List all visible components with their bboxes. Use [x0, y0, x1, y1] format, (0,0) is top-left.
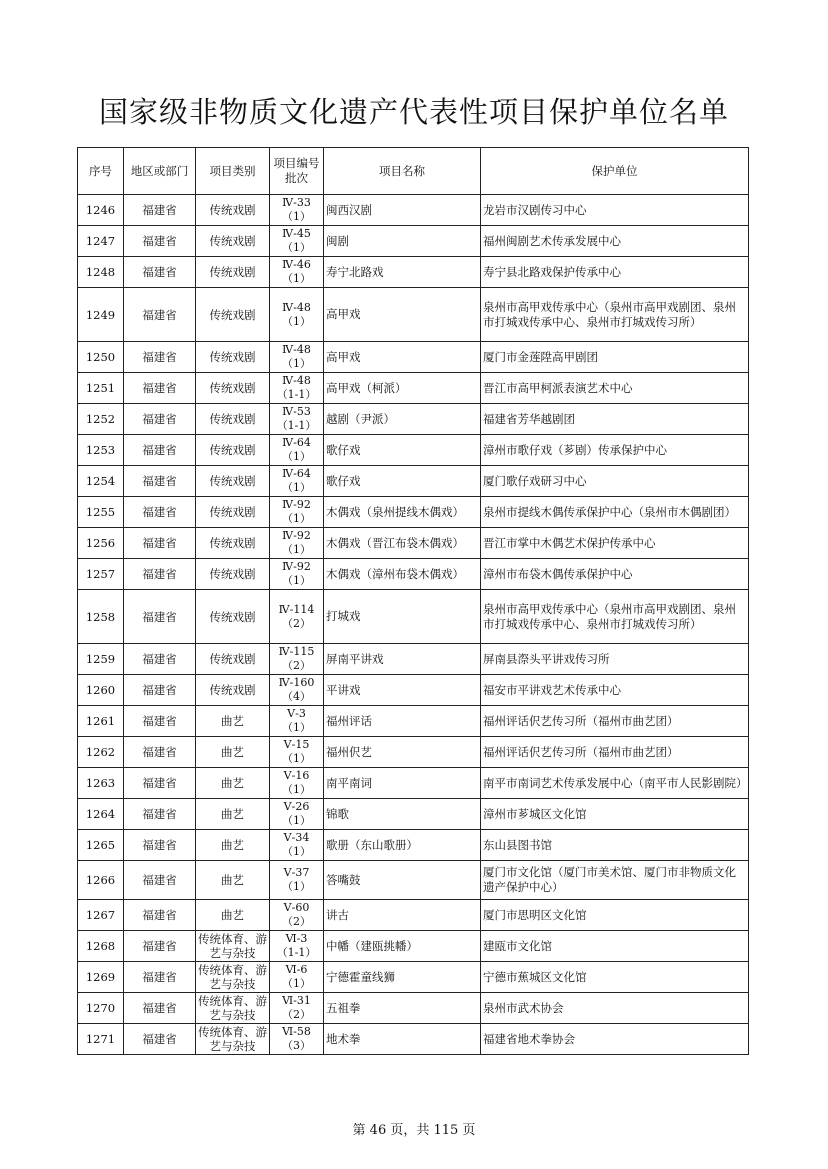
page-footer: 第 46 页，共 115 页 [352, 1123, 476, 1138]
cell-seq: 1263 [78, 768, 124, 799]
cell-name: 南平南词 [324, 768, 481, 799]
page-title: 国家级非物质文化遗产代表性项目保护单位名单 [98, 95, 729, 129]
cell-code [270, 737, 324, 768]
cell-category: 传统体育、游艺与杂技 [196, 1024, 270, 1055]
table-row [78, 706, 749, 737]
cell-code [270, 962, 324, 993]
cell-seq: 1249 [78, 288, 124, 342]
table-row [78, 768, 749, 799]
table-row [78, 1024, 749, 1055]
item-code: Ⅳ-160 [278, 676, 315, 689]
item-batch: （1） [282, 880, 311, 893]
cell-seq: 1264 [78, 799, 124, 830]
cell-category: 传统戏剧 [196, 590, 270, 644]
table-row [78, 931, 749, 962]
cell-region: 福建省 [124, 900, 196, 931]
cell-unit: 福建省芳华越剧团 [481, 404, 749, 435]
cell-name: 讲古 [324, 900, 481, 931]
cell-category: 曲艺 [196, 900, 270, 931]
table-row [78, 342, 749, 373]
item-batch: （1） [282, 210, 311, 223]
item-batch: （1） [282, 450, 311, 463]
cell-name: 歌册（东山歌册） [324, 830, 481, 861]
cell-seq: 1266 [78, 861, 124, 900]
cell-unit: 厦门歌仔戏研习中心 [481, 466, 749, 497]
cell-region: 福建省 [124, 931, 196, 962]
item-code: Ⅵ-58 [282, 1025, 311, 1038]
table-row [78, 528, 749, 559]
cell-region: 福建省 [124, 675, 196, 706]
cell-region: 福建省 [124, 195, 196, 226]
item-batch: （1） [282, 977, 311, 990]
header-code: 项目编号批次 [270, 148, 324, 195]
cell-category: 传统戏剧 [196, 288, 270, 342]
cell-region: 福建省 [124, 404, 196, 435]
cell-unit: 泉州市高甲戏传承中心（泉州市高甲戏剧团、泉州市打城戏传承中心、泉州市打城戏传习所） [481, 288, 749, 342]
cell-seq: 1255 [78, 497, 124, 528]
cell-category: 曲艺 [196, 861, 270, 900]
cell-category: 传统戏剧 [196, 257, 270, 288]
item-code: Ⅳ-114 [278, 602, 315, 616]
cell-category: 传统戏剧 [196, 373, 270, 404]
cell-region: 福建省 [124, 590, 196, 644]
cell-region: 福建省 [124, 830, 196, 861]
cell-seq: 1271 [78, 1024, 124, 1055]
cell-region: 福建省 [124, 257, 196, 288]
item-code: Ⅳ-92 [282, 560, 311, 573]
cell-region: 福建省 [124, 768, 196, 799]
cell-name: 木偶戏（泉州提线木偶戏） [324, 497, 481, 528]
cell-name: 木偶戏（漳州布袋木偶戏） [324, 559, 481, 590]
cell-seq: 1256 [78, 528, 124, 559]
cell-name: 高甲戏 [324, 342, 481, 373]
table-row [78, 830, 749, 861]
table-row [78, 466, 749, 497]
cell-seq: 1252 [78, 404, 124, 435]
cell-name: 歌仔戏 [324, 435, 481, 466]
item-code: Ⅳ-92 [282, 498, 311, 511]
cell-seq: 1253 [78, 435, 124, 466]
cell-name: 福州评话 [324, 706, 481, 737]
table-row [78, 993, 749, 1024]
item-code: Ⅴ-16 [283, 769, 310, 782]
cell-code [270, 830, 324, 861]
cell-seq: 1250 [78, 342, 124, 373]
item-code: Ⅳ-45 [282, 227, 311, 240]
cell-region: 福建省 [124, 993, 196, 1024]
table-row [78, 675, 749, 706]
item-batch: （2） [282, 659, 311, 672]
item-code: Ⅴ-3 [287, 707, 306, 720]
item-batch: （3） [282, 1039, 311, 1052]
item-code: Ⅳ-64 [282, 467, 311, 480]
table-body [78, 195, 749, 1055]
cell-seq: 1251 [78, 373, 124, 404]
item-batch: （1-1） [276, 946, 317, 959]
table-row [78, 226, 749, 257]
item-batch: （2） [282, 1008, 311, 1021]
item-batch: （1-1） [276, 388, 317, 401]
table-row [78, 644, 749, 675]
item-batch: （1） [282, 814, 311, 827]
item-batch: （1） [282, 272, 311, 285]
cell-region: 福建省 [124, 466, 196, 497]
heritage-table [77, 147, 749, 1055]
item-batch: （2） [282, 915, 311, 928]
cell-region: 福建省 [124, 288, 196, 342]
cell-region: 福建省 [124, 962, 196, 993]
item-batch: （1） [282, 357, 311, 370]
cell-unit: 东山县图书馆 [481, 830, 749, 861]
cell-name: 高甲戏 [324, 288, 481, 342]
table-row [78, 861, 749, 900]
header-seq: 序号 [78, 148, 124, 195]
item-code: Ⅵ-31 [282, 994, 311, 1007]
cell-unit: 漳州市布袋木偶传承保护中心 [481, 559, 749, 590]
cell-code [270, 435, 324, 466]
cell-code [270, 404, 324, 435]
cell-name: 越剧（尹派） [324, 404, 481, 435]
cell-unit: 福州评话伬艺传习所（福州市曲艺团） [481, 706, 749, 737]
item-code: Ⅳ-92 [282, 529, 311, 542]
cell-seq: 1254 [78, 466, 124, 497]
cell-region: 福建省 [124, 528, 196, 559]
header-unit: 保护单位 [481, 148, 749, 195]
cell-seq: 1261 [78, 706, 124, 737]
cell-unit: 厦门市金莲陞高甲剧团 [481, 342, 749, 373]
cell-category: 传统戏剧 [196, 404, 270, 435]
item-batch: （1） [282, 512, 311, 525]
cell-seq: 1269 [78, 962, 124, 993]
item-batch: （1） [282, 721, 311, 734]
cell-seq: 1267 [78, 900, 124, 931]
cell-region: 福建省 [124, 342, 196, 373]
item-code: Ⅳ-33 [282, 196, 311, 209]
cell-region: 福建省 [124, 861, 196, 900]
cell-unit: 厦门市思明区文化馆 [481, 900, 749, 931]
cell-region: 福建省 [124, 644, 196, 675]
table-row [78, 962, 749, 993]
table-row [78, 404, 749, 435]
cell-name: 锦歌 [324, 799, 481, 830]
item-batch: （1） [282, 783, 311, 796]
cell-unit: 龙岩市汉剧传习中心 [481, 195, 749, 226]
cell-unit: 福州闽剧艺术传承发展中心 [481, 226, 749, 257]
cell-code [270, 373, 324, 404]
item-code: Ⅴ-34 [283, 831, 310, 844]
cell-unit: 泉州市武术协会 [481, 993, 749, 1024]
cell-category: 曲艺 [196, 737, 270, 768]
cell-code [270, 706, 324, 737]
item-batch: （1） [282, 752, 311, 765]
table-row [78, 257, 749, 288]
cell-seq: 1257 [78, 559, 124, 590]
table-header-row [78, 148, 749, 195]
cell-unit: 建瓯市文化馆 [481, 931, 749, 962]
cell-category: 曲艺 [196, 706, 270, 737]
cell-code [270, 559, 324, 590]
cell-code [270, 900, 324, 931]
cell-name: 福州伬艺 [324, 737, 481, 768]
item-batch: （1） [282, 543, 311, 556]
cell-category: 传统戏剧 [196, 466, 270, 497]
cell-code [270, 1024, 324, 1055]
cell-region: 福建省 [124, 737, 196, 768]
item-batch: （1-1） [276, 419, 317, 432]
cell-code [270, 257, 324, 288]
item-batch: （1） [282, 481, 311, 494]
cell-seq: 1265 [78, 830, 124, 861]
cell-category: 曲艺 [196, 830, 270, 861]
item-code: Ⅳ-48 [282, 343, 311, 356]
cell-category: 传统体育、游艺与杂技 [196, 993, 270, 1024]
cell-category: 曲艺 [196, 799, 270, 830]
item-batch: （1） [282, 574, 311, 587]
cell-unit: 寿宁县北路戏保护传承中心 [481, 257, 749, 288]
item-code: Ⅴ-26 [283, 800, 310, 813]
cell-seq: 1246 [78, 195, 124, 226]
cell-code [270, 993, 324, 1024]
cell-category: 传统戏剧 [196, 226, 270, 257]
cell-region: 福建省 [124, 706, 196, 737]
table-row [78, 737, 749, 768]
cell-name: 宁德霍童线狮 [324, 962, 481, 993]
cell-name: 平讲戏 [324, 675, 481, 706]
cell-category: 传统戏剧 [196, 497, 270, 528]
table-row [78, 497, 749, 528]
cell-name: 闽剧 [324, 226, 481, 257]
cell-seq: 1260 [78, 675, 124, 706]
cell-seq: 1259 [78, 644, 124, 675]
item-code: Ⅴ-37 [283, 866, 310, 879]
cell-code [270, 590, 324, 644]
cell-category: 传统戏剧 [196, 528, 270, 559]
cell-seq: 1258 [78, 590, 124, 644]
item-batch: （1） [282, 845, 311, 858]
table-row [78, 799, 749, 830]
cell-code [270, 497, 324, 528]
item-code: Ⅳ-48 [282, 374, 311, 387]
cell-unit: 福州评话伬艺传习所（福州市曲艺团） [481, 737, 749, 768]
item-code: Ⅳ-46 [282, 258, 311, 271]
cell-region: 福建省 [124, 373, 196, 404]
item-code: Ⅳ-64 [282, 436, 311, 449]
item-code: Ⅳ-115 [278, 645, 315, 658]
cell-category: 曲艺 [196, 768, 270, 799]
cell-region: 福建省 [124, 1024, 196, 1055]
cell-unit: 宁德市蕉城区文化馆 [481, 962, 749, 993]
cell-region: 福建省 [124, 799, 196, 830]
cell-category: 传统体育、游艺与杂技 [196, 962, 270, 993]
cell-unit: 漳州市芗城区文化馆 [481, 799, 749, 830]
cell-code [270, 644, 324, 675]
cell-name: 闽西汉剧 [324, 195, 481, 226]
item-code: Ⅵ-3 [285, 932, 308, 945]
cell-unit: 泉州市提线木偶传承保护中心（泉州市木偶剧团） [481, 497, 749, 528]
cell-name: 寿宁北路戏 [324, 257, 481, 288]
cell-unit: 厦门市文化馆（厦门市美术馆、厦门市非物质文化遗产保护中心） [481, 861, 749, 900]
table-row [78, 900, 749, 931]
cell-category: 传统戏剧 [196, 435, 270, 466]
cell-region: 福建省 [124, 226, 196, 257]
item-code: Ⅳ-53 [282, 405, 311, 418]
header-name: 项目名称 [324, 148, 481, 195]
table-row [78, 435, 749, 466]
cell-code [270, 342, 324, 373]
cell-region: 福建省 [124, 497, 196, 528]
cell-category: 传统戏剧 [196, 644, 270, 675]
item-code: Ⅴ-60 [283, 901, 310, 914]
cell-category: 传统戏剧 [196, 342, 270, 373]
cell-name: 中幡（建瓯挑幡） [324, 931, 481, 962]
cell-name: 五祖拳 [324, 993, 481, 1024]
cell-region: 福建省 [124, 559, 196, 590]
cell-name: 打城戏 [324, 590, 481, 644]
table-row [78, 559, 749, 590]
cell-unit: 福安市平讲戏艺术传承中心 [481, 675, 749, 706]
cell-category: 传统体育、游艺与杂技 [196, 931, 270, 962]
cell-code [270, 195, 324, 226]
cell-name: 地术拳 [324, 1024, 481, 1055]
cell-name: 答嘴鼓 [324, 861, 481, 900]
cell-code [270, 861, 324, 900]
cell-category: 传统戏剧 [196, 675, 270, 706]
cell-name: 歌仔戏 [324, 466, 481, 497]
cell-seq: 1247 [78, 226, 124, 257]
item-batch: （2） [282, 616, 311, 630]
cell-name: 高甲戏（柯派） [324, 373, 481, 404]
cell-code [270, 931, 324, 962]
item-code: Ⅳ-48 [282, 300, 311, 314]
table-row [78, 590, 749, 644]
cell-name: 屏南平讲戏 [324, 644, 481, 675]
cell-region: 福建省 [124, 435, 196, 466]
item-code: Ⅴ-15 [283, 738, 310, 751]
header-region: 地区或部门 [124, 148, 196, 195]
item-code: Ⅵ-6 [285, 963, 308, 976]
cell-code [270, 768, 324, 799]
cell-unit: 晋江市高甲柯派表演艺术中心 [481, 373, 749, 404]
cell-seq: 1270 [78, 993, 124, 1024]
cell-name: 木偶戏（晋江布袋木偶戏） [324, 528, 481, 559]
cell-seq: 1248 [78, 257, 124, 288]
item-batch: （1） [282, 314, 311, 328]
cell-code [270, 799, 324, 830]
cell-unit: 屏南县漈头平讲戏传习所 [481, 644, 749, 675]
cell-code [270, 466, 324, 497]
cell-category: 传统戏剧 [196, 195, 270, 226]
table-row [78, 288, 749, 342]
cell-seq: 1268 [78, 931, 124, 962]
item-batch: （4） [282, 690, 311, 703]
cell-unit: 晋江市掌中木偶艺术保护传承中心 [481, 528, 749, 559]
table-row [78, 195, 749, 226]
cell-unit: 福建省地术拳协会 [481, 1024, 749, 1055]
cell-code [270, 226, 324, 257]
cell-unit: 南平市南词艺术传承发展中心（南平市人民影剧院） [481, 768, 749, 799]
table-row [78, 373, 749, 404]
cell-code [270, 675, 324, 706]
cell-unit: 泉州市高甲戏传承中心（泉州市高甲戏剧团、泉州市打城戏传承中心、泉州市打城戏传习所） [481, 590, 749, 644]
header-category: 项目类别 [196, 148, 270, 195]
cell-unit: 漳州市歌仔戏（芗剧）传承保护中心 [481, 435, 749, 466]
item-batch: （1） [282, 241, 311, 254]
cell-seq: 1262 [78, 737, 124, 768]
cell-category: 传统戏剧 [196, 559, 270, 590]
cell-code [270, 288, 324, 342]
cell-code [270, 528, 324, 559]
